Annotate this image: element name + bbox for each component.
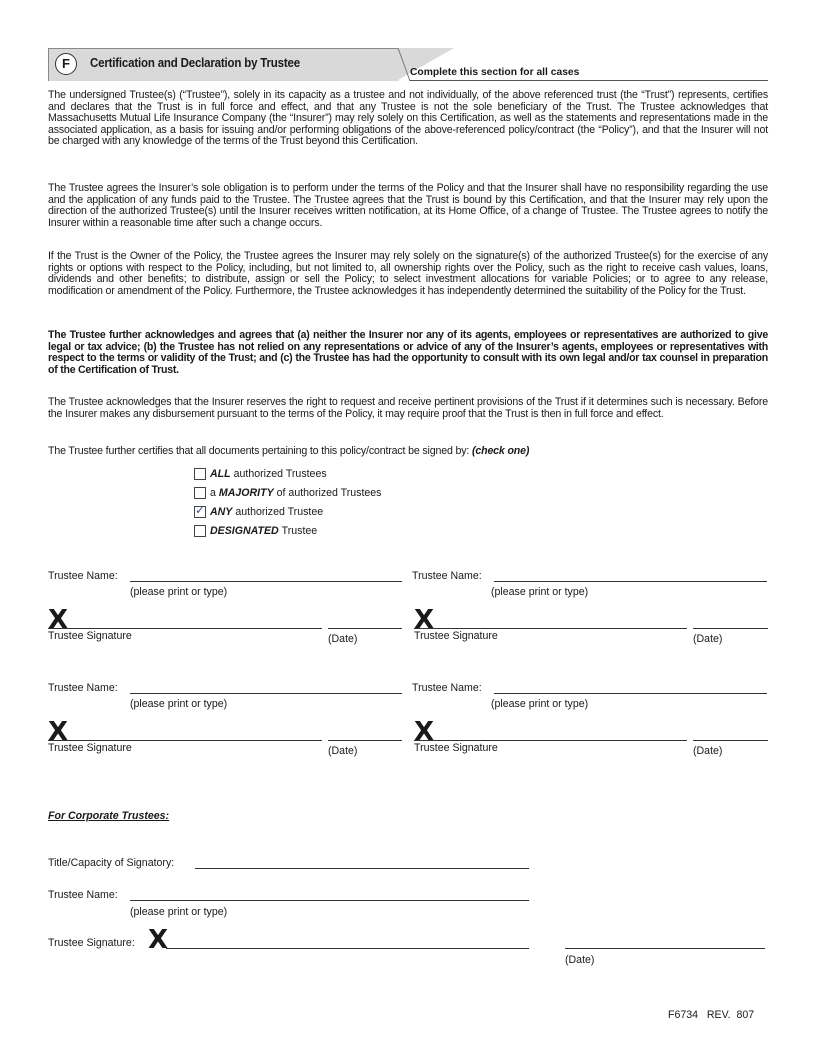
trustee-name-label-1: Trustee Name:: [48, 570, 118, 582]
section-rule: [410, 80, 768, 81]
print-hint-4: (please print or type): [491, 698, 589, 710]
trustee-name-label-4: Trustee Name:: [412, 682, 482, 694]
paragraph-no-advice: The Trustee further acknowledges and agrees that (a) neither the Insurer nor any of its agents, employees or representatives are authorized to give legal or tax advice; (b) the Trustee has not relied on any representations or advice of any of the Insurer’s agents, employees or representatives with respect to the terms or validity of the Trust; and (c) the Trustee has had the opportunity to consult with its own legal and/or tax counsel in preparation of the Certification of Trust.: [48, 329, 768, 376]
section-letter-badge: F: [55, 53, 77, 75]
corporate-trustees-heading: For Corporate Trustees:: [48, 810, 170, 822]
title-capacity-label: Title/Capacity of Signatory:: [48, 857, 175, 869]
date-label-1: (Date): [328, 633, 358, 645]
option-label: authorized Trustees: [233, 468, 327, 480]
sign-here-x-2: X: [414, 605, 435, 635]
trustee-signature-field-2[interactable]: [414, 628, 687, 629]
date-label-2: (Date): [693, 633, 723, 645]
corp-trustee-name-field[interactable]: [130, 900, 529, 901]
option-designated-trustee[interactable]: [194, 524, 317, 538]
trustee-signature-label-1: Trustee Signature: [48, 630, 132, 642]
corp-signature-field[interactable]: [166, 948, 529, 949]
option-all-trustees[interactable]: [194, 467, 327, 481]
trustee-name-label-2: Trustee Name:: [412, 570, 482, 582]
trustee-signature-field-1[interactable]: [48, 628, 322, 629]
trustee-signature-field-3[interactable]: [48, 740, 322, 741]
date-field-1[interactable]: [328, 628, 402, 629]
date-label-4: (Date): [693, 745, 723, 757]
checkbox-majority[interactable]: [194, 487, 206, 499]
trustee-signature-label-3: Trustee Signature: [48, 742, 132, 754]
trustee-name-field-2[interactable]: [494, 581, 767, 582]
date-field-4[interactable]: [693, 740, 768, 741]
form-number: F6734 REV. 807: [668, 1009, 755, 1021]
trustee-name-field-4[interactable]: [494, 693, 767, 694]
title-capacity-field[interactable]: [195, 868, 529, 869]
certify-hint: (check one): [472, 445, 530, 457]
certify-text: The Trustee further certifies that all documents pertaining to this policy/contract be signed by:: [48, 445, 470, 457]
trustee-signature-label-4: Trustee Signature: [414, 742, 498, 754]
print-hint-3: (please print or type): [130, 698, 228, 710]
option-label: of authorized Trustees: [276, 487, 382, 499]
option-label: authorized Trustee: [235, 506, 324, 518]
print-hint-1: (please print or type): [130, 586, 228, 598]
corp-date-label: (Date): [565, 954, 595, 966]
option-key: ALL: [210, 468, 231, 480]
option-prefix: a: [210, 487, 216, 499]
checkbox-any[interactable]: [194, 503, 206, 518]
section-subtitle: Complete this section for all cases: [410, 67, 580, 78]
certify-statement: [48, 445, 529, 457]
option-key: MAJORITY: [218, 487, 274, 499]
section-title: Certification and Declaration by Trustee: [90, 56, 300, 70]
section-header: [48, 48, 768, 82]
option-label: Trustee: [281, 525, 318, 537]
print-hint-2: (please print or type): [491, 586, 589, 598]
date-field-2[interactable]: [693, 628, 768, 629]
check-mark-icon: ✓: [195, 503, 206, 517]
sign-here-x-1: X: [48, 605, 69, 635]
sign-here-x-4: X: [414, 717, 435, 747]
checkbox-designated[interactable]: [194, 525, 206, 537]
paragraph-representation: The undersigned Trustee(s) (“Trustee”), solely in its capacity as a trustee and not individually, of the above referenced trust (the “Trust”) represents, certifies and declares that the Trust is in full force and effect, and that any Trustee is not the sole beneficiary of the Trust. The Trustee acknowledges that Massachusetts Mutual Life Insurance Company (the “Insurer”) may rely solely on this Certification, as well as the statements and representations made in the associated application, as a basis for issuing and/or performing obligations of the above-referenced policy/contract (the “Policy”), and that the Insurer will not be charged with any knowledge of the terms of the Trust beyond this Certification.: [48, 89, 768, 148]
trustee-name-field-3[interactable]: [130, 693, 402, 694]
corp-print-hint: (please print or type): [130, 906, 228, 918]
paragraph-obligation: The Trustee agrees the Insurer’s sole obligation is to perform under the terms of the Policy and that the Insurer shall have no responsibility regarding the use and the application of any funds paid to the Trustee. The Trustee agrees that the Trust is bound by this Certification, and that the Insurer may rely upon the direction of the authorized Trustee(s) until the Insurer receives written notification, at its Home Office, of a change of Trustee. The Trustee agrees to notify the Insurer within a reasonable time after such a change occurs.: [48, 182, 768, 229]
date-field-3[interactable]: [328, 740, 402, 741]
paragraph-trust-provisions: The Trustee acknowledges that the Insurer reserves the right to request and receive pertinent provisions of the Trust if it determines such is necessary. Before the Insurer makes any disbursement pursuant to the terms of the Policy, it may require proof that the Trust is then in full force and effect.: [48, 396, 768, 420]
option-key: ANY: [210, 506, 233, 518]
paragraph-owner-rights: If the Trust is the Owner of the Policy, the Trustee agrees the Insurer may rely solely on the signature(s) of the authorized Trustee(s) for the exercise of any rights or options with respect to the Policy, including, but not limited to, all ownership rights over the Policy, such as the right to receive cash values, loans, dividends and other benefits; to distribute, assign or sell the Policy; to select investment allocations for variable Policies; or to agree to any release, modification or amendment of the Policy. Furthermore, the Trustee acknowledges it has independently determined the suitability of the Policy for the Trust.: [48, 250, 768, 297]
sign-here-x-3: X: [48, 717, 69, 747]
corp-trustee-name-label: Trustee Name:: [48, 889, 118, 901]
trustee-signature-label-2: Trustee Signature: [414, 630, 498, 642]
trustee-name-label-3: Trustee Name:: [48, 682, 118, 694]
trustee-name-field-1[interactable]: [130, 581, 402, 582]
corp-date-field[interactable]: [565, 948, 765, 949]
trustee-signature-field-4[interactable]: [414, 740, 687, 741]
option-key: DESIGNATED: [210, 525, 279, 537]
checkbox-all[interactable]: [194, 468, 206, 480]
corp-signature-label: Trustee Signature:: [48, 937, 135, 949]
option-any-trustee[interactable]: [194, 505, 323, 519]
corp-sign-here-x: X: [148, 925, 169, 955]
option-majority-trustees[interactable]: [194, 486, 381, 500]
date-label-3: (Date): [328, 745, 358, 757]
